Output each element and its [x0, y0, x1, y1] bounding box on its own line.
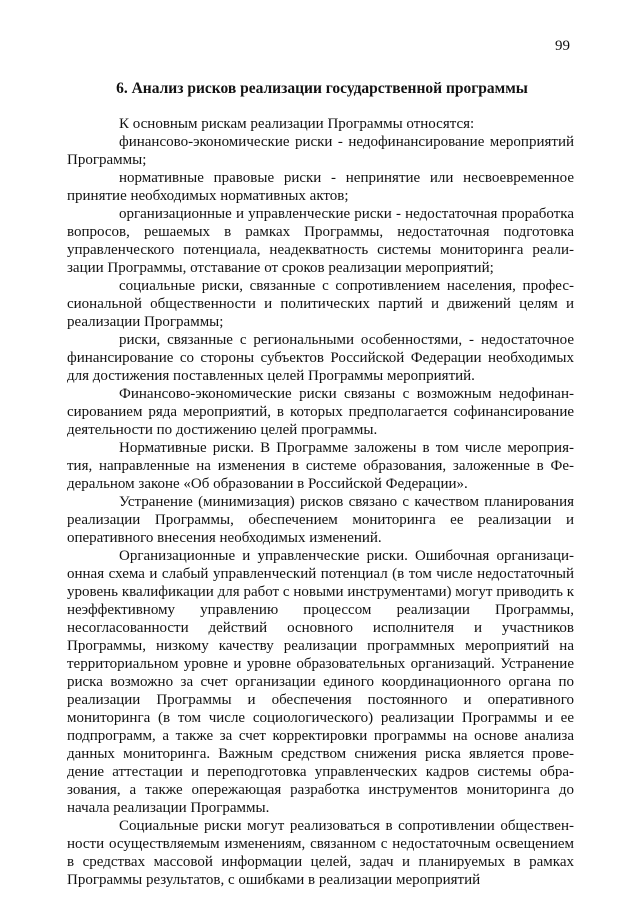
paragraph: К основным рискам реализации Программы относятся:	[119, 116, 475, 132]
page-number: 99	[555, 38, 570, 54]
paragraph: нормативные правовые риски - непринятие или несвоевременное принятие необходимых нормативных актов;	[67, 170, 574, 204]
body-text	[67, 115, 574, 889]
paragraph: финансово-экономические риски - недофинансирование мероприятий Программы;	[67, 134, 574, 168]
paragraph: риски, связанные с региональными особенностями, - недостаточное финансирование со стороны субъектов Российской Федерации необходимых для достижения поставленных целей Программы мероприятий.	[67, 332, 574, 384]
paragraph: Финансово-экономические риски связаны с возможным недофинансированием ряда мероприятий, в которых предполагается софинансирование деятельности по достижению целей программы.	[67, 386, 574, 438]
paragraph: Нормативные риски. В Программе заложены в том числе мероприятия, направленные на изменения в системе образования, заложенные в Федеральном законе «Об образовании в Российской Федерации».	[67, 440, 574, 492]
paragraph: организационные и управленческие риски - недостаточная проработка вопросов, решаемых в рамках Программы, недостаточная подготовка управленческого потенциала, неадекватность системы мониторинга реализации Программы, отставание от сроков реализации мероприятий;	[67, 206, 574, 276]
paragraph: Устранение (минимизация) рисков связано с качеством планирования реализации Программы, обеспечением мониторинга ее реализации и оперативного внесения необходимых изменений.	[67, 494, 574, 546]
section-heading: 6. Анализ рисков реализации государственной программы	[116, 80, 528, 97]
paragraph: Организационные и управленческие риски. Ошибочная организационная схема и слабый управленческий потенциал (в том числе недостаточный уровень квалификации для работ с новыми инструментами) могут приводить к неэффективному управлению процессом реализации Программы, несогласованности действий основного исполнителя и участников Программы, низкому качеству реализации программных мероприятий на территориальном уровне и уровне образовательных организаций. Устранение риска возможно за счет организации единого координационного органа по реализации Программы и обеспечения постоянного и оперативного мониторинга (в том числе социологического) реализации Программы и ее подпрограмм, а также за счет корректировки программы на основе анализа данных мониторинга. Важным средством снижения риска является проведение аттестации и переподготовка управленческих кадров системы образования, а также опережающая разработка инструментов мониторинга до начала реализации Программы.	[67, 548, 574, 816]
paragraph: Социальные риски могут реализоваться в сопротивлении общественности осуществляемым изменениям, связанном с недостаточным освещением в средствах массовой информации целей, задач и планируемых в рамках Программы результатов, с ошибками в реализации мероприятий	[67, 818, 574, 888]
paragraph: социальные риски, связанные с сопротивлением населения, профессиональной общественности и политических партий и движений целям и реализации Программы;	[67, 278, 574, 330]
